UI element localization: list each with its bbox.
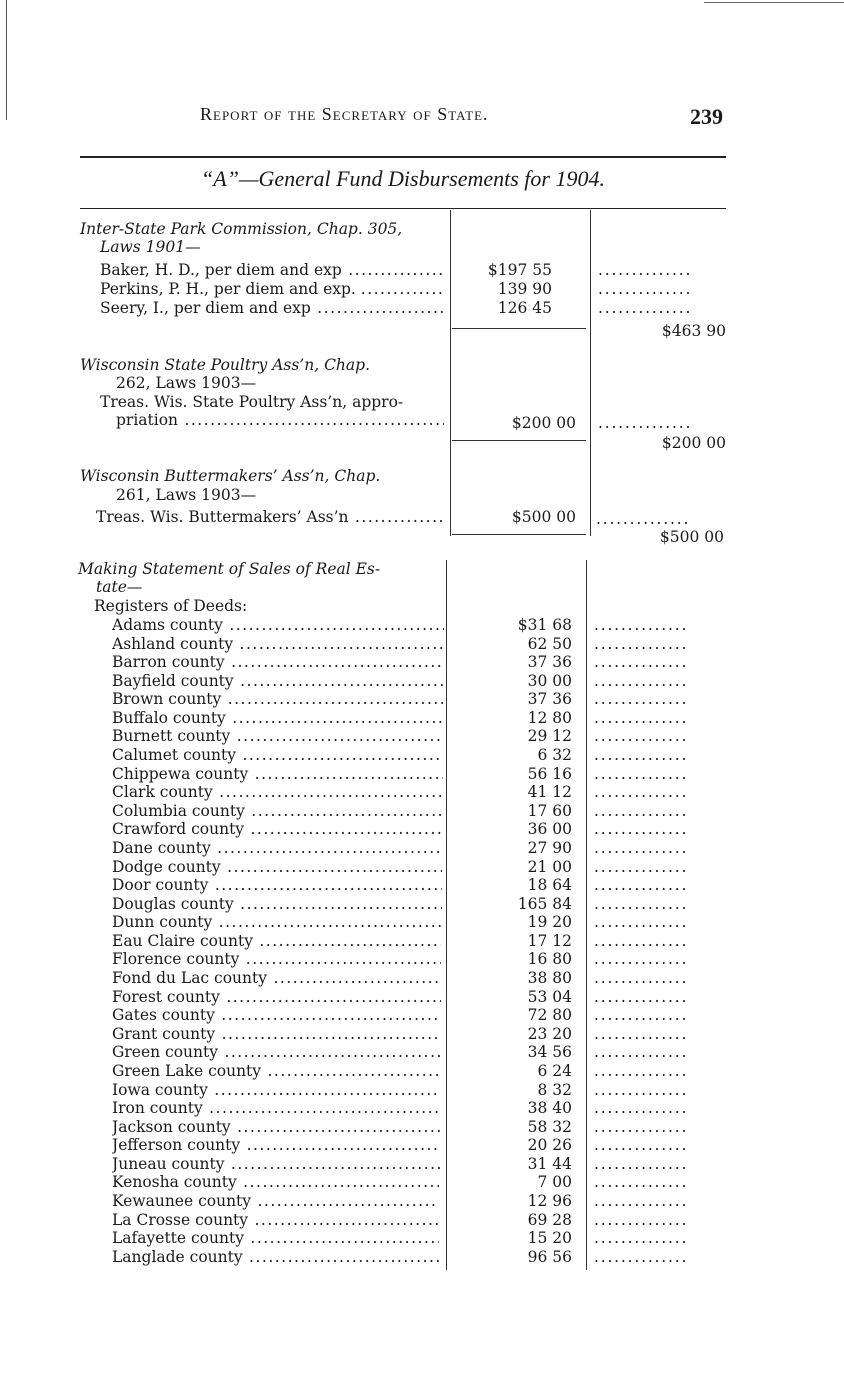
- county-name: Burnett county .....: [112, 727, 443, 745]
- county-amount: 29 12: [527, 727, 572, 745]
- title-top-rule: [80, 156, 726, 158]
- butter-total: $500 00: [659, 528, 724, 546]
- county-amount: 37 36: [527, 690, 572, 708]
- table-title: “A”—General Fund Disbursements for 1904.: [201, 166, 605, 191]
- park-item-baker: Baker, H. D., per diem and exp .....: [100, 261, 444, 279]
- county-leader: ..............: [594, 690, 689, 708]
- county-name: Clark county .....: [112, 783, 443, 801]
- county-amount: 58 32: [527, 1118, 572, 1136]
- county-name: Columbia county .....: [112, 802, 442, 820]
- county-name: Door county .....: [112, 876, 442, 894]
- park-heading-1: Inter-State Park Commission, Chap. 305,: [80, 220, 403, 238]
- county-amount: 53 04: [527, 988, 572, 1006]
- county-leader: ..............: [594, 969, 689, 987]
- county-leader: ..............: [594, 616, 689, 634]
- park-total: $463 90: [661, 322, 726, 340]
- county-name: Brown county .....: [112, 690, 443, 708]
- real-estate-heading-2: tate—: [96, 578, 143, 596]
- county-name: Grant county .....: [112, 1025, 441, 1043]
- registers-of-deeds-heading: Registers of Deeds:: [94, 597, 248, 615]
- park-amount-perkins: 139 90: [497, 280, 552, 298]
- county-leader: ..............: [594, 727, 689, 745]
- county-amount: 31 44: [527, 1155, 572, 1173]
- county-leader: ..............: [594, 1062, 689, 1080]
- county-name: La Crosse county .....: [112, 1211, 439, 1229]
- county-name: Gates county .....: [112, 1006, 441, 1024]
- column-rule-left-upper: [450, 210, 451, 536]
- county-amount: 36 00: [527, 820, 572, 838]
- park-leader-seery: ..............: [598, 299, 693, 317]
- butter-item: Treas. Wis. Buttermakers’ Ass’n .....: [96, 508, 444, 526]
- county-name: Ashland county .....: [112, 635, 444, 653]
- county-leader: ..............: [594, 1229, 689, 1247]
- county-leader: ..............: [594, 858, 689, 876]
- county-name: Eau Claire county .....: [112, 932, 441, 950]
- county-name: Kewaunee county .....: [112, 1192, 439, 1210]
- poultry-amount: $200 00: [511, 414, 576, 432]
- butter-subtotal-rule: [452, 534, 586, 535]
- county-leader: ..............: [594, 1155, 689, 1173]
- real-estate-heading-1: Making Statement of Sales of Real Es-: [78, 560, 381, 578]
- poultry-total: $200 00: [661, 434, 726, 452]
- county-name: Chippewa county .....: [112, 765, 443, 783]
- county-leader: ..............: [594, 1099, 689, 1117]
- county-name: Douglas county .....: [112, 895, 442, 913]
- county-amount: 21 00: [527, 858, 572, 876]
- county-leader: ..............: [594, 765, 689, 783]
- county-leader: ..............: [594, 1248, 689, 1266]
- county-amount: 34 56: [527, 1043, 572, 1061]
- butter-heading-2: 261, Laws 1903—: [116, 486, 257, 504]
- county-leader: ..............: [594, 653, 689, 671]
- column-rule-left-lower: [446, 560, 447, 1270]
- county-name: Dane county .....: [112, 839, 442, 857]
- county-leader: ..............: [594, 1211, 689, 1229]
- county-leader: ..............: [594, 988, 689, 1006]
- county-amount: 18 64: [527, 876, 572, 894]
- county-leader: ..............: [594, 783, 689, 801]
- county-name: Kenosha county .....: [112, 1173, 439, 1191]
- county-name: Iron county .....: [112, 1099, 440, 1117]
- county-amount: 19 20: [527, 913, 572, 931]
- county-leader: ..............: [594, 1136, 689, 1154]
- county-leader: ..............: [594, 1173, 689, 1191]
- poultry-heading-2: 262, Laws 1903—: [116, 374, 257, 392]
- county-leader: ..............: [594, 839, 689, 857]
- county-amount: 37 36: [527, 653, 572, 671]
- poultry-leader: ..............: [598, 414, 693, 432]
- county-name: Langlade county .....: [112, 1248, 439, 1266]
- running-head: Report of the Secretary of State.: [200, 104, 489, 124]
- county-name: Dodge county .....: [112, 858, 442, 876]
- county-name: Green Lake county .....: [112, 1062, 440, 1080]
- county-leader: ..............: [594, 746, 689, 764]
- page-number: 239: [690, 104, 723, 129]
- county-amount: 17 60: [527, 802, 572, 820]
- poultry-heading-1: Wisconsin State Poultry Ass’n, Chap.: [80, 356, 370, 374]
- county-amount: 27 90: [527, 839, 572, 857]
- county-name: Buffalo county .....: [112, 709, 443, 727]
- county-amount: 7 00: [537, 1173, 572, 1191]
- county-leader: ..............: [594, 709, 689, 727]
- county-amount: 96 56: [527, 1248, 572, 1266]
- county-amount: 16 80: [527, 950, 572, 968]
- butter-amount: $500 00: [511, 508, 576, 526]
- county-name: Calumet county .....: [112, 746, 443, 764]
- county-amount: 12 96: [527, 1192, 572, 1210]
- county-amount: 38 80: [527, 969, 572, 987]
- park-leader-perkins: ..............: [598, 280, 693, 298]
- county-leader: ..............: [594, 635, 689, 653]
- county-name: Jackson county .....: [112, 1118, 440, 1136]
- county-leader: ..............: [594, 876, 689, 894]
- butter-leader: ..............: [596, 510, 691, 528]
- county-name: Dunn county .....: [112, 913, 442, 931]
- county-name: Crawford county .....: [112, 820, 442, 838]
- park-subtotal-rule: [452, 328, 586, 329]
- county-amount: 15 20: [527, 1229, 572, 1247]
- county-amount: 20 26: [527, 1136, 572, 1154]
- butter-heading-1: Wisconsin Buttermakers’ Ass’n, Chap.: [80, 467, 381, 485]
- county-amount: $31 68: [517, 616, 572, 634]
- county-amount: 62 50: [527, 635, 572, 653]
- county-name: Fond du Lac county .....: [112, 969, 441, 987]
- park-amount-seery: 126 45: [497, 299, 552, 317]
- county-name: Lafayette county .....: [112, 1229, 439, 1247]
- park-heading-2: Laws 1901—: [100, 238, 201, 256]
- county-leader: ..............: [594, 1043, 689, 1061]
- county-name: Barron county .....: [112, 653, 444, 671]
- county-amount: 69 28: [527, 1211, 572, 1229]
- county-leader: ..............: [594, 1192, 689, 1210]
- column-rule-right-upper: [590, 210, 591, 536]
- county-name: Adams county .....: [112, 616, 444, 634]
- county-leader: ..............: [594, 820, 689, 838]
- county-name: Bayfield county .....: [112, 672, 444, 690]
- county-amount: 23 20: [527, 1025, 572, 1043]
- county-amount: 38 40: [527, 1099, 572, 1117]
- park-leader-baker: ..............: [598, 261, 693, 279]
- county-leader: ..............: [594, 672, 689, 690]
- county-amount: 72 80: [527, 1006, 572, 1024]
- park-amount-baker: $197 55: [487, 261, 552, 279]
- county-name: Green county .....: [112, 1043, 441, 1061]
- county-leader: ..............: [594, 950, 689, 968]
- county-name: Forest county .....: [112, 988, 441, 1006]
- county-amount: 165 84: [517, 895, 572, 913]
- county-leader: ..............: [594, 895, 689, 913]
- page-edge-line: [6, 0, 7, 120]
- park-item-perkins: Perkins, P. H., per diem and exp. .....: [100, 280, 444, 298]
- county-leader: ..............: [594, 1081, 689, 1099]
- column-rule-right-lower: [586, 560, 587, 1270]
- county-amount: 12 80: [527, 709, 572, 727]
- county-amount: 41 12: [527, 783, 572, 801]
- county-amount: 17 12: [527, 932, 572, 950]
- county-leader: ..............: [594, 932, 689, 950]
- park-item-seery: Seery, I., per diem and exp .....: [100, 299, 444, 317]
- county-amount: 56 16: [527, 765, 572, 783]
- title-bottom-rule: [80, 208, 726, 209]
- county-leader: ..............: [594, 913, 689, 931]
- county-leader: ..............: [594, 1025, 689, 1043]
- county-leader: ..............: [594, 1118, 689, 1136]
- county-amount: 6 24: [537, 1062, 572, 1080]
- county-name: Juneau county .....: [112, 1155, 440, 1173]
- county-amount: 30 00: [527, 672, 572, 690]
- county-amount: 8 32: [537, 1081, 572, 1099]
- poultry-item-line-2: priation .....: [116, 411, 444, 429]
- county-name: Iowa county .....: [112, 1081, 440, 1099]
- poultry-subtotal-rule: [452, 440, 586, 441]
- poultry-item-line-1: Treas. Wis. State Poultry Ass’n, appro-: [100, 393, 404, 411]
- county-amount: 6 32: [537, 746, 572, 764]
- county-name: Jefferson county .....: [112, 1136, 440, 1154]
- county-name: Florence county .....: [112, 950, 441, 968]
- county-leader: ..............: [594, 1006, 689, 1024]
- county-leader: ..............: [594, 802, 689, 820]
- top-edge-rule: [704, 2, 844, 3]
